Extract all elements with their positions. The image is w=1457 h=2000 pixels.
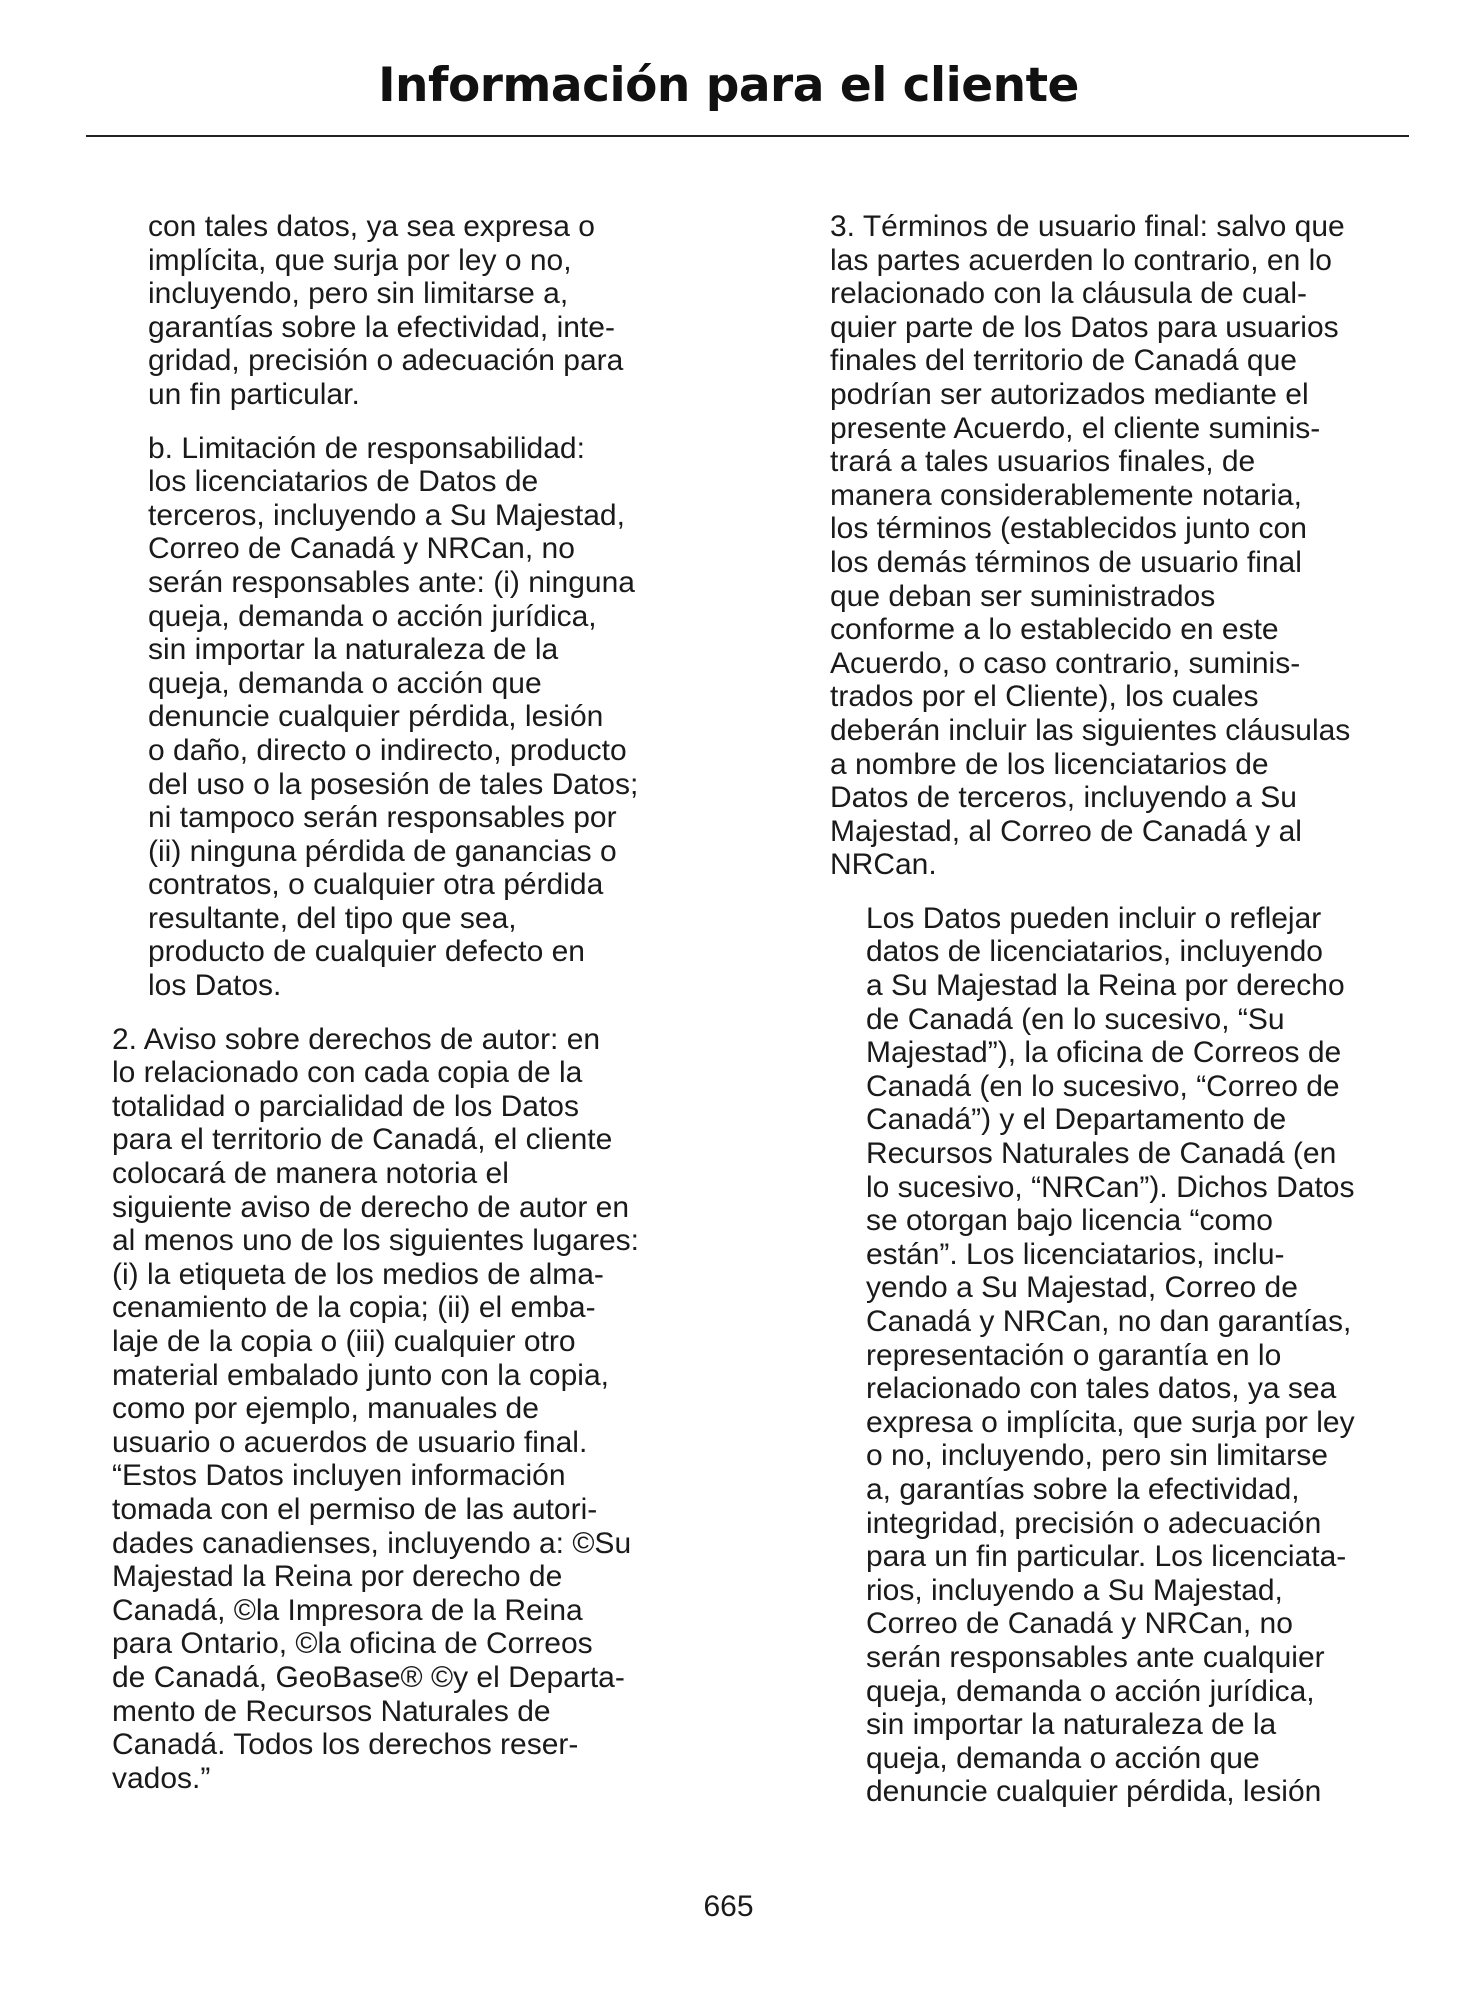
header-divider	[86, 135, 1409, 137]
page-title: Información para el cliente	[378, 58, 1079, 113]
right-column	[830, 210, 1390, 1829]
paragraph-warranty-continuation: con tales datos, ya sea expresa o implícita, que surja por ley o no, incluyendo, pero sin limitarse a, garantías sobre la efectividad, inte- gridad, precisión o adecuación para un fin particular.	[148, 210, 624, 411]
paragraph-limitation-of-liability: b. Limitación de responsabilidad: los licenciatarios de Datos de terceros, incluyendo a Su Majestad, Correo de Canadá y NRCan, no serán responsables ante: (i) ninguna queja, demanda o acción jurídica, sin importar la naturaleza de la queja, demanda o acción que denuncie cualquier pérdida, lesión o daño, directo o indirecto, producto del uso o la posesión de tales Datos; ni tampoco serán responsables por (ii) ninguna pérdida de ganancias o contratos, o cualquier otra pérdida resultante, del tipo que sea, producto de cualquier defecto en los Datos.	[148, 431, 639, 1003]
paragraph-copyright-notice: 2. Aviso sobre derechos de autor: en lo relacionado con cada copia de la totalidad o parcialidad de los Datos para el territorio de Canadá, el cliente colocará de manera notoria el siguiente aviso de derecho de autor en al menos uno de los siguientes lugares: (i) la etiqueta de los medios de alma- cenamiento de la copia; (ii) el emba- laje de la copia o (iii) cualquier otro material embalado junto con la copia, como por ejemplo, manuales de usuario o acuerdos de usuario final. “Estos Datos incluyen información tomada con el permiso de las autori- dades canadienses, incluyendo a: ©Su Majestad la Reina por derecho de Canadá, ©la Impresora de la Reina para Ontario, ©la oficina de Correos de Canadá, GeoBase® ©y el Departa- mento de Recursos Naturales de Canadá. Todos los derechos reser- vados.”	[112, 1022, 639, 1795]
paragraph-end-user-terms: 3. Términos de usuario final: salvo que las partes acuerden lo contrario, en lo relacionado con la cláusula de cual- quier parte de los Datos para usuarios finales del territorio de Canadá que podrían ser autorizados mediante el presente Acuerdo, el cliente suminis- trará a tales usuarios finales, de manera considerablemente notaria, los términos (establecidos junto con los demás términos de usuario final que deban ser suministrados conforme a lo establecido en este Acuerdo, o caso contrario, suminis- trados por el Cliente), los cuales deberán incluir las siguientes cláusulas a nombre de los licenciatarios de Datos de terceros, incluyendo a Su Majestad, al Correo de Canadá y al NRCan.	[830, 210, 1351, 882]
left-column	[112, 210, 708, 1815]
paragraph-data-licensors: Los Datos pueden incluir o reflejar datos de licenciatarios, incluyendo a Su Majestad la Reina por derecho de Canadá (en lo sucesivo, “Su Majestad”), la oficina de Correos de Canadá (en lo sucesivo, “Correo de Canadá”) y el Departamento de Recursos Naturales de Canadá (en lo sucesivo, “NRCan”). Dichos Datos se otorgan bajo licencia “como están”. Los licenciatarios, inclu- yendo a Su Majestad, Correo de Canadá y NRCan, no dan garantías, representación o garantía en lo relacionado con tales datos, ya sea expresa o implícita, que surja por ley o no, incluyendo, pero sin limitarse a, garantías sobre la efectividad, integridad, precisión o adecuación para un fin particular. Los licenciata- rios, incluyendo a Su Majestad, Correo de Canadá y NRCan, no serán responsables ante cualquier queja, demanda o acción jurídica, sin importar la naturaleza de la queja, demanda o acción que denuncie cualquier pérdida, lesión	[866, 901, 1355, 1809]
page-number: 665	[703, 1890, 754, 1923]
